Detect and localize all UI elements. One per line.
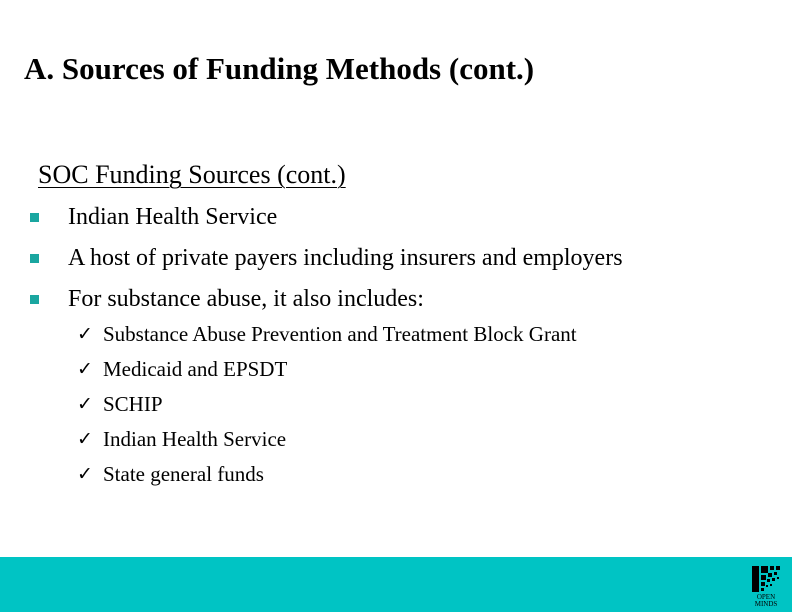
footer-bar <box>0 557 792 612</box>
square-bullet-icon <box>30 213 39 222</box>
square-bullet-icon <box>30 295 39 304</box>
check-item-text: Medicaid and EPSDT <box>103 357 288 381</box>
square-bullet-icon <box>30 254 39 263</box>
open-minds-logo-icon <box>750 564 782 594</box>
bullet-text: For substance abuse, it also includes: <box>68 286 424 312</box>
section-subtitle: SOC Funding Sources (cont.) <box>38 160 346 189</box>
logo-text-line2: MINDS <box>754 600 778 608</box>
bullet-text: Indian Health Service <box>68 204 278 230</box>
checkmark-icon: ✓ <box>77 393 93 415</box>
check-item-text: SCHIP <box>103 392 163 416</box>
check-item-text: State general funds <box>103 462 264 486</box>
check-item-text: Indian Health Service <box>103 427 287 451</box>
slide-title: A. Sources of Funding Methods (cont.) <box>24 51 535 86</box>
bullet-text: A host of private payers including insurers and employers <box>68 245 623 271</box>
check-item-text: Substance Abuse Prevention and Treatment Block Grant <box>103 322 577 346</box>
checkmark-icon: ✓ <box>77 428 93 450</box>
logo-text-line1: OPEN <box>756 593 776 601</box>
open-minds-logo <box>750 564 782 610</box>
checkmark-icon: ✓ <box>77 463 93 485</box>
checkmark-icon: ✓ <box>77 358 93 380</box>
checkmark-icon: ✓ <box>77 323 93 345</box>
